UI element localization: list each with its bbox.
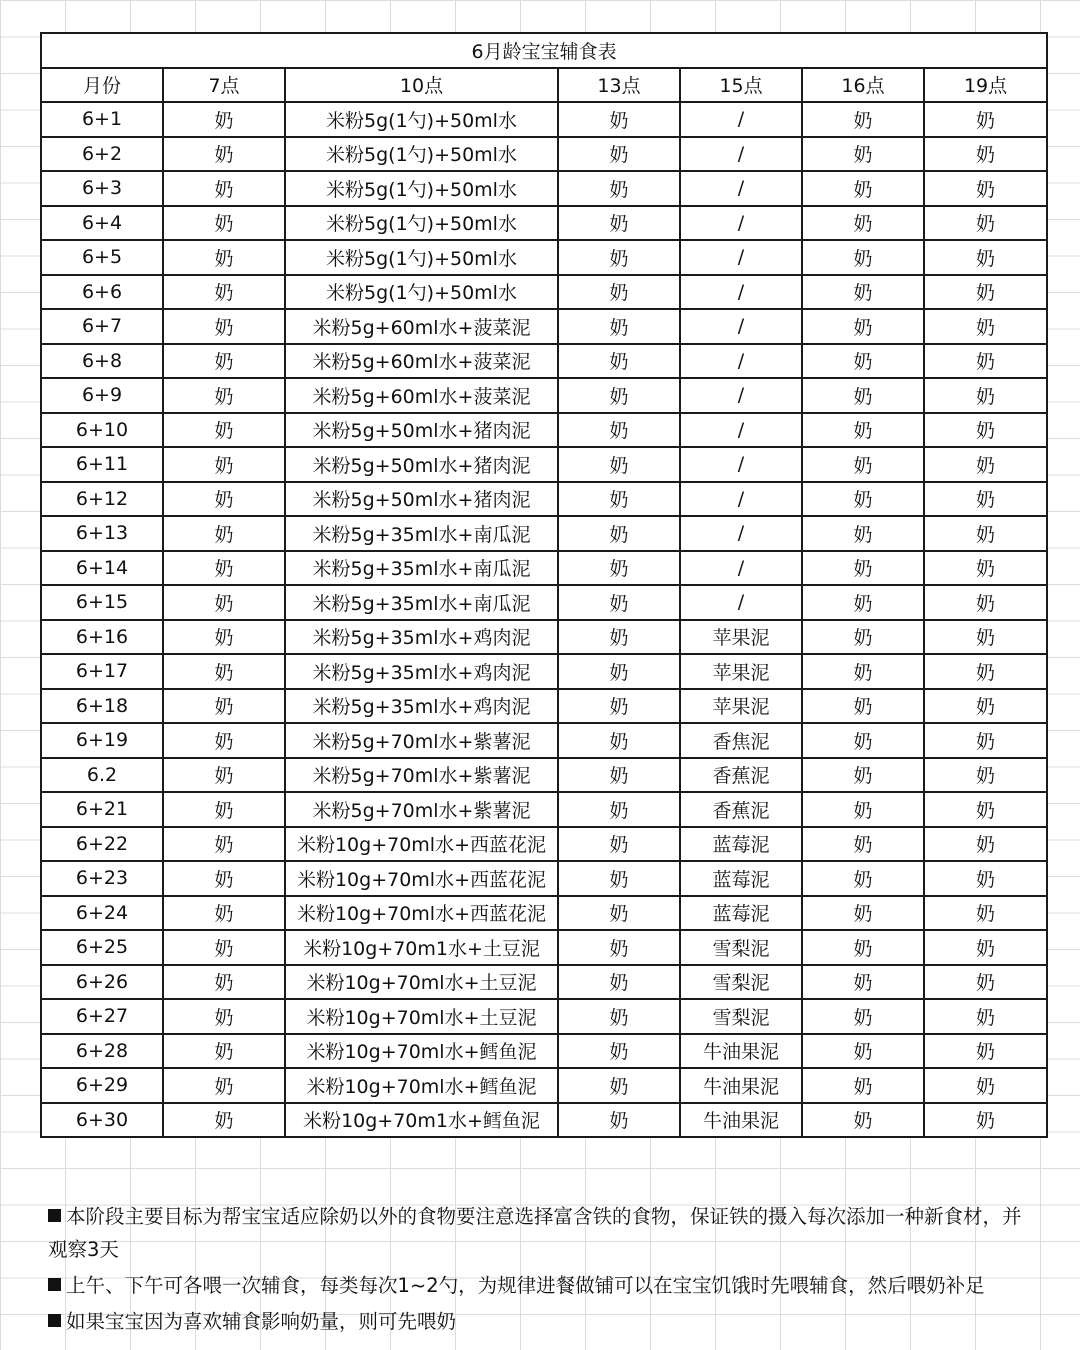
note-text: 如果宝宝因为喜欢辅食影响奶量，则可先喂奶 bbox=[66, 1310, 457, 1333]
table-cell: 奶 bbox=[163, 137, 285, 172]
table-cell: 奶 bbox=[924, 654, 1047, 689]
table-cell: 奶 bbox=[163, 447, 285, 482]
table-row bbox=[41, 447, 1047, 482]
table-cell: 米粉5g+35ml水+南瓜泥 bbox=[285, 551, 558, 586]
table-cell: / bbox=[680, 516, 802, 551]
square-bullet-icon bbox=[48, 1278, 61, 1291]
table-cell: 奶 bbox=[802, 654, 924, 689]
table-cell: 奶 bbox=[163, 827, 285, 862]
table-row bbox=[41, 861, 1047, 896]
table-cell: 奶 bbox=[558, 447, 680, 482]
table-cell: 奶 bbox=[802, 102, 924, 137]
table-cell: 奶 bbox=[802, 171, 924, 206]
table-cell: 奶 bbox=[163, 861, 285, 896]
table-row bbox=[41, 999, 1047, 1034]
table-cell: 米粉5g+60ml水+菠菜泥 bbox=[285, 309, 558, 344]
table-cell: 香焦泥 bbox=[680, 723, 802, 758]
table-cell: 奶 bbox=[163, 344, 285, 379]
table-title: 6月龄宝宝辅食表 bbox=[41, 33, 1047, 68]
table-cell: 米粉10g+70ml水+鳕鱼泥 bbox=[285, 1068, 558, 1103]
table-cell: 奶 bbox=[163, 792, 285, 827]
table-cell: 奶 bbox=[924, 930, 1047, 965]
table-cell: 6+9 bbox=[41, 378, 163, 413]
table-row bbox=[41, 551, 1047, 586]
table-cell: 6+8 bbox=[41, 344, 163, 379]
table-cell: 奶 bbox=[163, 482, 285, 517]
table-cell: 奶 bbox=[163, 171, 285, 206]
table-row bbox=[41, 516, 1047, 551]
table-row bbox=[41, 206, 1047, 241]
table-row bbox=[41, 171, 1047, 206]
table-cell: 奶 bbox=[924, 999, 1047, 1034]
table-cell: 蓝莓泥 bbox=[680, 861, 802, 896]
table-row bbox=[41, 240, 1047, 275]
table-cell: 6+14 bbox=[41, 551, 163, 586]
table-cell: 米粉5g+50ml水+猪肉泥 bbox=[285, 413, 558, 448]
table-cell: 苹果泥 bbox=[680, 689, 802, 724]
table-cell: 奶 bbox=[558, 378, 680, 413]
table-cell: / bbox=[680, 551, 802, 586]
table-cell: 米粉10g+70ml水+西蓝花泥 bbox=[285, 827, 558, 862]
table-cell: 奶 bbox=[163, 1068, 285, 1103]
note-item bbox=[48, 1269, 1038, 1302]
table-cell: 6+1 bbox=[41, 102, 163, 137]
table-cell: 奶 bbox=[163, 1034, 285, 1069]
table-cell: 奶 bbox=[558, 965, 680, 1000]
table-cell: 奶 bbox=[163, 758, 285, 793]
table-cell: 奶 bbox=[558, 1068, 680, 1103]
square-bullet-icon bbox=[48, 1209, 61, 1222]
table-cell: 6+21 bbox=[41, 792, 163, 827]
table-cell: / bbox=[680, 171, 802, 206]
table-row bbox=[41, 137, 1047, 172]
table-cell: 牛油果泥 bbox=[680, 1034, 802, 1069]
table-cell: 奶 bbox=[924, 102, 1047, 137]
table-cell: 奶 bbox=[163, 689, 285, 724]
table-cell: 奶 bbox=[802, 965, 924, 1000]
table-cell: 6+6 bbox=[41, 275, 163, 310]
table-cell: 奶 bbox=[924, 275, 1047, 310]
table-cell: 牛油果泥 bbox=[680, 1103, 802, 1138]
table-cell: 6+15 bbox=[41, 585, 163, 620]
table-cell: 米粉5g(1勺)+50ml水 bbox=[285, 206, 558, 241]
table-cell: 奶 bbox=[924, 861, 1047, 896]
table-cell: 6+13 bbox=[41, 516, 163, 551]
table-cell: 米粉5g+50ml水+猪肉泥 bbox=[285, 482, 558, 517]
table-cell: 奶 bbox=[802, 723, 924, 758]
table-cell: 雪梨泥 bbox=[680, 930, 802, 965]
feeding-schedule bbox=[40, 32, 1046, 1138]
table-cell: 奶 bbox=[558, 758, 680, 793]
square-bullet-icon bbox=[48, 1314, 61, 1327]
table-cell: / bbox=[680, 482, 802, 517]
table-cell: 奶 bbox=[163, 309, 285, 344]
table-cell: 奶 bbox=[163, 240, 285, 275]
table-cell: 奶 bbox=[163, 896, 285, 931]
table-cell: 米粉5g(1勺)+50ml水 bbox=[285, 240, 558, 275]
table-cell: 蓝莓泥 bbox=[680, 827, 802, 862]
table-cell: 奶 bbox=[802, 585, 924, 620]
table-cell: 米粉5g(1勺)+50ml水 bbox=[285, 275, 558, 310]
table-cell: 奶 bbox=[924, 171, 1047, 206]
column-header: 月份 bbox=[41, 68, 163, 103]
table-cell: 奶 bbox=[163, 102, 285, 137]
table-cell: 奶 bbox=[924, 792, 1047, 827]
column-header: 13点 bbox=[558, 68, 680, 103]
table-row bbox=[41, 102, 1047, 137]
note-item bbox=[48, 1305, 1038, 1338]
table-cell: / bbox=[680, 102, 802, 137]
table-cell: 6+28 bbox=[41, 1034, 163, 1069]
table-cell: 奶 bbox=[924, 1103, 1047, 1138]
table-cell: 奶 bbox=[163, 516, 285, 551]
table-cell: 香蕉泥 bbox=[680, 792, 802, 827]
table-cell: 6+17 bbox=[41, 654, 163, 689]
table-cell: 奶 bbox=[924, 1068, 1047, 1103]
table-cell: 奶 bbox=[924, 309, 1047, 344]
table-cell: 奶 bbox=[163, 551, 285, 586]
table-cell: 奶 bbox=[558, 930, 680, 965]
table-cell: 牛油果泥 bbox=[680, 1068, 802, 1103]
table-cell: 米粉5g+70ml水+紫薯泥 bbox=[285, 792, 558, 827]
table-cell: 奶 bbox=[558, 1034, 680, 1069]
table-cell: 6+5 bbox=[41, 240, 163, 275]
table-cell: 苹果泥 bbox=[680, 620, 802, 655]
table-cell: / bbox=[680, 344, 802, 379]
table-cell: 蓝莓泥 bbox=[680, 896, 802, 931]
table-cell: 奶 bbox=[802, 482, 924, 517]
table-cell: 奶 bbox=[924, 758, 1047, 793]
table-cell: 奶 bbox=[558, 516, 680, 551]
table-cell: 奶 bbox=[802, 758, 924, 793]
table-cell: 奶 bbox=[163, 378, 285, 413]
table-cell: 奶 bbox=[802, 1103, 924, 1138]
table-cell: 奶 bbox=[924, 585, 1047, 620]
table-row bbox=[41, 689, 1047, 724]
table-cell: 米粉10g+70m1水+鳕鱼泥 bbox=[285, 1103, 558, 1138]
column-header: 10点 bbox=[285, 68, 558, 103]
table-cell: / bbox=[680, 447, 802, 482]
table-row bbox=[41, 344, 1047, 379]
table-cell: / bbox=[680, 206, 802, 241]
table-row bbox=[41, 827, 1047, 862]
table-cell: 奶 bbox=[802, 516, 924, 551]
table-cell: 奶 bbox=[163, 654, 285, 689]
table-cell: 奶 bbox=[558, 344, 680, 379]
table-cell: 奶 bbox=[802, 999, 924, 1034]
table-cell: 奶 bbox=[802, 344, 924, 379]
table-cell: 奶 bbox=[558, 275, 680, 310]
table-cell: 米粉5g+60ml水+菠菜泥 bbox=[285, 344, 558, 379]
table-cell: 米粉5g+50ml水+猪肉泥 bbox=[285, 447, 558, 482]
table-row bbox=[41, 620, 1047, 655]
table-cell: 奶 bbox=[924, 240, 1047, 275]
table-cell: 奶 bbox=[558, 689, 680, 724]
table-cell: 奶 bbox=[802, 896, 924, 931]
table-cell: 奶 bbox=[163, 275, 285, 310]
table-cell: 奶 bbox=[924, 620, 1047, 655]
table-cell: 奶 bbox=[924, 965, 1047, 1000]
table-cell: 奶 bbox=[924, 206, 1047, 241]
table-cell: 奶 bbox=[558, 551, 680, 586]
table-cell: 6+26 bbox=[41, 965, 163, 1000]
table-cell: 米粉10g+70ml水+西蓝花泥 bbox=[285, 896, 558, 931]
table-cell: 6.2 bbox=[41, 758, 163, 793]
table-row bbox=[41, 723, 1047, 758]
table-cell: 奶 bbox=[802, 551, 924, 586]
table-cell: 6+30 bbox=[41, 1103, 163, 1138]
table-cell: 奶 bbox=[558, 999, 680, 1034]
table-cell: / bbox=[680, 378, 802, 413]
note-text: 上午、下午可各喂一次辅食，每类每次1~2勺，为规律进餐做铺可以在宝宝饥饿时先喂辅食，然后喂奶补足 bbox=[66, 1274, 985, 1297]
table-cell: / bbox=[680, 137, 802, 172]
table-cell: 雪梨泥 bbox=[680, 999, 802, 1034]
table-cell: 奶 bbox=[924, 551, 1047, 586]
table-cell: 奶 bbox=[924, 1034, 1047, 1069]
table-cell: 6+12 bbox=[41, 482, 163, 517]
table-cell: 奶 bbox=[558, 482, 680, 517]
table-cell: 奶 bbox=[163, 965, 285, 1000]
table-cell: / bbox=[680, 275, 802, 310]
table-row bbox=[41, 585, 1047, 620]
table-cell: 香蕉泥 bbox=[680, 758, 802, 793]
table-cell: 6+2 bbox=[41, 137, 163, 172]
note-text: 本阶段主要目标为帮宝宝适应除奶以外的食物要注意选择富含铁的食物，保证铁的摄入每次添加一种新食材，并观察3天 bbox=[48, 1205, 1022, 1261]
table-cell: 奶 bbox=[802, 413, 924, 448]
table-cell: 米粉10g+70ml水+西蓝花泥 bbox=[285, 861, 558, 896]
table-cell: 奶 bbox=[802, 206, 924, 241]
header-row bbox=[41, 68, 1047, 103]
table-row bbox=[41, 482, 1047, 517]
table-cell: 奶 bbox=[802, 861, 924, 896]
table-cell: 米粉5g+35ml水+南瓜泥 bbox=[285, 585, 558, 620]
table-cell: 雪梨泥 bbox=[680, 965, 802, 1000]
table-cell: 6+27 bbox=[41, 999, 163, 1034]
table-cell: 奶 bbox=[558, 620, 680, 655]
table-row bbox=[41, 654, 1047, 689]
column-header: 7点 bbox=[163, 68, 285, 103]
table-cell: 奶 bbox=[802, 309, 924, 344]
table-row bbox=[41, 758, 1047, 793]
table-cell: 奶 bbox=[558, 309, 680, 344]
table-cell: 奶 bbox=[558, 861, 680, 896]
table-cell: 奶 bbox=[163, 999, 285, 1034]
table-cell: 米粉10g+70m1水+土豆泥 bbox=[285, 930, 558, 965]
table-row bbox=[41, 378, 1047, 413]
table-body bbox=[41, 102, 1047, 1137]
table-cell: 奶 bbox=[558, 171, 680, 206]
table-cell: 奶 bbox=[558, 585, 680, 620]
table-cell: 米粉5g(1勺)+50ml水 bbox=[285, 102, 558, 137]
table-cell: 奶 bbox=[802, 1034, 924, 1069]
table-cell: 6+10 bbox=[41, 413, 163, 448]
table-cell: 6+16 bbox=[41, 620, 163, 655]
table-row bbox=[41, 413, 1047, 448]
table-cell: 奶 bbox=[924, 896, 1047, 931]
table-cell: 奶 bbox=[163, 585, 285, 620]
table-cell: 6+11 bbox=[41, 447, 163, 482]
table-cell: 奶 bbox=[924, 137, 1047, 172]
table-cell: 奶 bbox=[163, 620, 285, 655]
table-cell: 米粉5g+70ml水+紫薯泥 bbox=[285, 758, 558, 793]
table-cell: 米粉5g+35ml水+鸡肉泥 bbox=[285, 620, 558, 655]
table-row bbox=[41, 965, 1047, 1000]
table-cell: 奶 bbox=[558, 723, 680, 758]
table-cell: 6+29 bbox=[41, 1068, 163, 1103]
table-cell: 奶 bbox=[924, 378, 1047, 413]
table-row bbox=[41, 275, 1047, 310]
table-cell: 米粉10g+70ml水+鳕鱼泥 bbox=[285, 1034, 558, 1069]
table-cell: 奶 bbox=[924, 723, 1047, 758]
table-cell: 6+23 bbox=[41, 861, 163, 896]
table-cell: 奶 bbox=[802, 620, 924, 655]
table-cell: / bbox=[680, 240, 802, 275]
table-cell: 米粉5g+35ml水+鸡肉泥 bbox=[285, 654, 558, 689]
table-cell: 米粉5g+35ml水+南瓜泥 bbox=[285, 516, 558, 551]
table-cell: 奶 bbox=[924, 413, 1047, 448]
table-cell: / bbox=[680, 585, 802, 620]
column-header: 16点 bbox=[802, 68, 924, 103]
table-cell: 苹果泥 bbox=[680, 654, 802, 689]
table-cell: 奶 bbox=[802, 689, 924, 724]
table-cell: 6+3 bbox=[41, 171, 163, 206]
table-cell: 米粉5g+60ml水+菠菜泥 bbox=[285, 378, 558, 413]
table-row bbox=[41, 309, 1047, 344]
table-cell: 奶 bbox=[924, 447, 1047, 482]
table-cell: 奶 bbox=[163, 413, 285, 448]
table-cell: 奶 bbox=[163, 1103, 285, 1138]
table-cell: 奶 bbox=[924, 827, 1047, 862]
table-row bbox=[41, 1068, 1047, 1103]
table-cell: / bbox=[680, 413, 802, 448]
schedule-table bbox=[40, 32, 1048, 1138]
table-cell: 米粉5g+35ml水+鸡肉泥 bbox=[285, 689, 558, 724]
table-row bbox=[41, 930, 1047, 965]
table-cell: 奶 bbox=[802, 1068, 924, 1103]
table-cell: 6+18 bbox=[41, 689, 163, 724]
table-row bbox=[41, 1034, 1047, 1069]
table-cell: 奶 bbox=[163, 723, 285, 758]
table-cell: 奶 bbox=[802, 827, 924, 862]
table-cell: 奶 bbox=[802, 137, 924, 172]
table-cell: 米粉5g+70ml水+紫薯泥 bbox=[285, 723, 558, 758]
column-header: 15点 bbox=[680, 68, 802, 103]
table-cell: 米粉10g+70ml水+土豆泥 bbox=[285, 965, 558, 1000]
table-cell: 奶 bbox=[558, 1103, 680, 1138]
table-cell: 奶 bbox=[802, 275, 924, 310]
table-cell: 米粉5g(1勺)+50ml水 bbox=[285, 171, 558, 206]
table-cell: 6+22 bbox=[41, 827, 163, 862]
table-cell: 奶 bbox=[163, 206, 285, 241]
table-cell: 奶 bbox=[802, 930, 924, 965]
table-row bbox=[41, 896, 1047, 931]
table-cell: 奶 bbox=[558, 206, 680, 241]
table-cell: 奶 bbox=[802, 792, 924, 827]
table-cell: 6+24 bbox=[41, 896, 163, 931]
table-cell: 奶 bbox=[558, 102, 680, 137]
table-cell: 奶 bbox=[558, 137, 680, 172]
table-cell: 奶 bbox=[924, 482, 1047, 517]
table-cell: 奶 bbox=[558, 896, 680, 931]
table-cell: 6+25 bbox=[41, 930, 163, 965]
table-cell: 奶 bbox=[924, 689, 1047, 724]
table-cell: 6+19 bbox=[41, 723, 163, 758]
table-cell: 6+7 bbox=[41, 309, 163, 344]
table-cell: 奶 bbox=[802, 447, 924, 482]
table-cell: 奶 bbox=[558, 240, 680, 275]
table-cell: 奶 bbox=[163, 930, 285, 965]
note-item bbox=[48, 1200, 1038, 1266]
table-cell: 奶 bbox=[558, 413, 680, 448]
table-cell: 奶 bbox=[802, 378, 924, 413]
table-cell: 米粉10g+70ml水+土豆泥 bbox=[285, 999, 558, 1034]
table-row bbox=[41, 1103, 1047, 1138]
table-row bbox=[41, 792, 1047, 827]
notes bbox=[48, 1200, 1038, 1341]
table-cell: 米粉5g(1勺)+50ml水 bbox=[285, 137, 558, 172]
table-cell: 奶 bbox=[558, 827, 680, 862]
table-cell: 奶 bbox=[558, 792, 680, 827]
table-cell: 奶 bbox=[558, 654, 680, 689]
column-header: 19点 bbox=[924, 68, 1047, 103]
table-cell: 奶 bbox=[802, 240, 924, 275]
table-cell: 6+4 bbox=[41, 206, 163, 241]
table-cell: 奶 bbox=[924, 344, 1047, 379]
table-cell: / bbox=[680, 309, 802, 344]
table-cell: 奶 bbox=[924, 516, 1047, 551]
